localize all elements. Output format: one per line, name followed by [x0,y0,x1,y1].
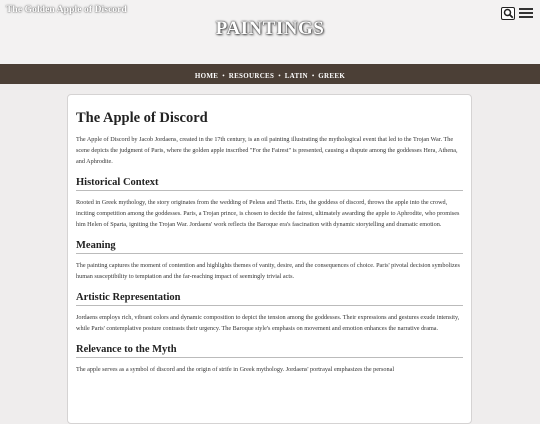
section-heading-artistic-representation: Artistic Representation [76,292,463,306]
section-heading-historical-context: Historical Context [76,177,463,191]
nav-resources[interactable]: RESOURCES [228,72,275,80]
section-heading-meaning: Meaning [76,240,463,254]
section-body-meaning: The painting captures the moment of contention and highlights themes of vanity, desire, and the consequences of choice. Paris' pivotal decision symbolizes human susceptibility to temptation and the far-reaching impact of seemingly trivial acts. [76,262,460,280]
top-header [0,0,540,64]
section-heading: PAINTINGS [215,18,325,39]
article-card [67,94,472,424]
section-body-historical-context: Rooted in Greek mythology, the story originates from the wedding of Peleus and Thetis. Eris, the goddess of discord, throws the apple into the crowd, inciting competition among the goddesses. Paris, a Trojan prince, is chosen to decide the fairest, ultimately awarding the apple to Aphrodite, who promises him Helen of Sparta, igniting the Trojan War. Jordaens' work reflects the Baroque era's fascination with dynamic storytelling and dramatic emotion. [76,199,460,228]
nav-home[interactable]: HOME [194,72,219,80]
nav-separator: • [311,72,315,80]
article-title: The Apple of Discord [76,110,208,126]
section-body-artistic-representation: Jordaens employs rich, vibrant colors and dynamic composition to depict the tension among the goddesses. Their expressions and gestures exude intensity, while Paris' contemplative posture contrasts their urgency. The Baroque style's emphasis on movement and emotion enhances the narrative drama. [76,314,460,332]
hamburger-icon [519,8,533,10]
article-intro: The Apple of Discord by Jacob Jordaens, created in the 17th century, is an oil painting illustrating the mythological event that led to the Trojan War. The scene depicts the judgment of Paris, where the golden apple inscribed "For the Fairest" is presented, causing a dispute among the goddesses Hera, Athena, and Aphrodite. [76,136,458,165]
nav-separator: • [278,72,281,80]
nav-latin[interactable]: LATIN [284,72,308,80]
nav-greek[interactable]: GREEK [318,72,346,80]
section-body-relevance: The apple serves as a symbol of discord and the origin of strife in Greek mythology. Jordaens' portrayal emphasizes the personal [76,366,395,373]
site-title[interactable]: The Golden Apple of Discord [6,5,127,15]
nav-separator: • [222,72,225,80]
hamburger-icon [519,12,533,14]
main-nav [0,64,540,84]
section-heading-relevance: Relevance to the Myth [76,344,463,358]
